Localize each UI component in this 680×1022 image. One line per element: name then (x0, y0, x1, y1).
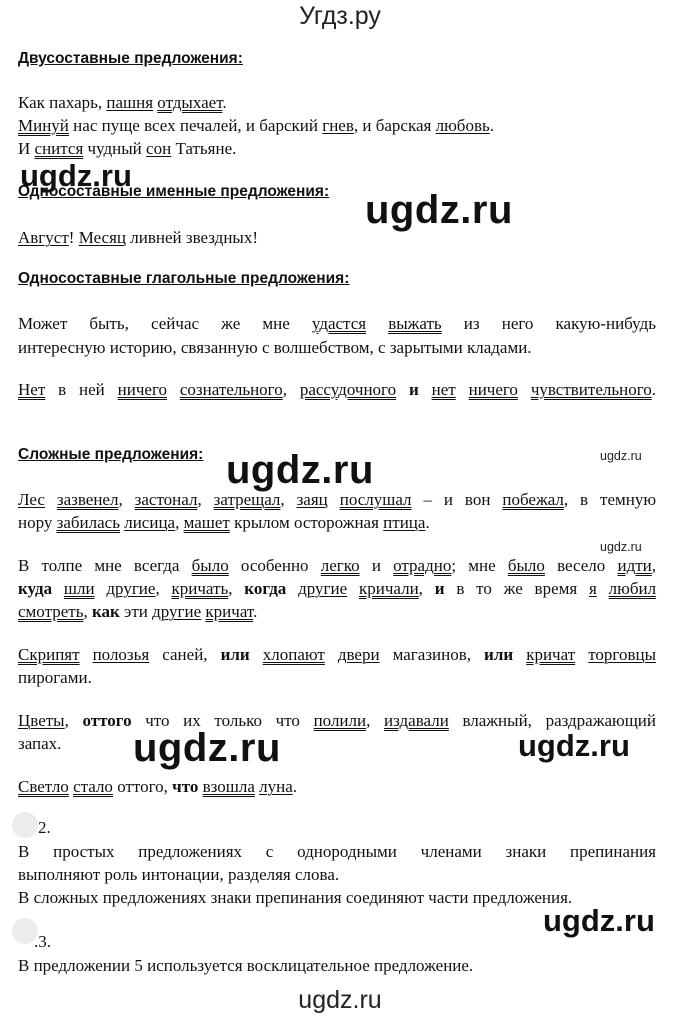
predicate: отдыхает (157, 93, 223, 112)
text (80, 645, 93, 664)
text: В толпе мне всегда (18, 556, 192, 575)
text (52, 579, 64, 598)
answer-3-line-1: В предложении 5 используется восклицательное предложение. (18, 956, 474, 975)
text: ; мне (451, 556, 508, 575)
predicate: рассудочного (299, 380, 397, 399)
conjunction: и (434, 579, 445, 598)
predicate: полили (313, 711, 367, 730)
text: – и вон (411, 490, 503, 509)
subject: лисица (124, 513, 176, 532)
text: . (425, 513, 430, 532)
text: . (222, 93, 227, 112)
text: , (228, 579, 245, 598)
text (250, 645, 263, 664)
text: саней, (149, 645, 221, 664)
predicate: было (191, 556, 229, 575)
text: эти (119, 602, 153, 621)
text: что их только что (131, 711, 314, 730)
subject: я (589, 579, 597, 598)
text (366, 314, 388, 333)
text (419, 380, 432, 399)
text (518, 380, 531, 399)
watermark: ugdz.ru (543, 903, 655, 938)
text: . (651, 380, 656, 399)
text: весело (544, 556, 618, 575)
text: Может быть, сейчас же мне (18, 314, 312, 333)
predicate: любил (608, 579, 657, 598)
conjunction: как (91, 602, 120, 621)
predicate: застонал (134, 490, 198, 509)
subject: Цветы (18, 711, 65, 730)
subject: другие (152, 602, 202, 621)
text: особенно (228, 556, 321, 575)
predicate: идти (617, 556, 652, 575)
subject: другие (106, 579, 156, 598)
sentence-7-line-1 (18, 488, 656, 512)
text: , в темную (563, 490, 657, 509)
predicate: кричали (358, 579, 419, 598)
text: , (418, 579, 435, 598)
predicate: Минуй (18, 116, 69, 135)
predicate: кричат (526, 645, 576, 664)
predicate: сознательного (179, 380, 283, 399)
text (513, 645, 526, 664)
text: Как пахарь, (18, 93, 107, 112)
predicate: нет (431, 380, 456, 399)
site-footer: ugdz.ru (298, 986, 382, 1014)
sentence-8-line-2 (18, 577, 656, 601)
sentence-11 (18, 776, 297, 798)
sentence-6 (18, 378, 656, 402)
predicate: стало (73, 777, 113, 796)
text: И (18, 139, 35, 158)
text: влажный, раздражающий (448, 711, 656, 730)
sentence-7-line-2 (18, 512, 430, 534)
text: . (489, 116, 494, 135)
text: , (118, 490, 135, 509)
predicate: издавали (384, 711, 449, 730)
text (396, 380, 409, 399)
sentence-5-line-1 (18, 312, 656, 336)
text: оттого, (112, 777, 173, 796)
predicate: смотреть (18, 602, 84, 621)
predicate: ничего (117, 380, 168, 399)
subject: полозья (92, 645, 150, 664)
text: , (651, 556, 656, 575)
sentence-3 (18, 138, 236, 160)
answer-2-line-2: выполняют роль интонации, разделяя слова. (18, 865, 340, 884)
text (575, 645, 588, 664)
sentence-10-line-2: запах. (18, 734, 62, 753)
predicate: взошла (202, 777, 255, 796)
text: , (64, 711, 83, 730)
predicate: легко (320, 556, 360, 575)
subject: Август (18, 228, 69, 247)
predicate: удастся (311, 314, 367, 333)
predicate: чувствительного (530, 380, 652, 399)
heading-one-part-nominal-sentences: Односоставные именные предложения: (18, 183, 330, 200)
answer-number-3: .3. (34, 932, 51, 951)
text: крылом осторожная (229, 513, 384, 532)
conjunction: куда (18, 579, 53, 598)
watermark: ugdz.ru (226, 448, 374, 492)
sentence-2 (18, 115, 494, 137)
text: , и барская (353, 116, 436, 135)
site-title: Угдз.ру (299, 2, 381, 30)
scan-spot (12, 812, 38, 838)
text: в ней (45, 380, 118, 399)
predicate: шли (63, 579, 95, 598)
text (597, 579, 609, 598)
predicate: кричат (205, 602, 254, 621)
watermark-small: ugdz.ru (600, 449, 642, 463)
subject: заяц (296, 490, 328, 509)
text: , (366, 711, 385, 730)
text: нас пуще всех печалей, и барский (68, 116, 323, 135)
predicate: хлопают (262, 645, 325, 664)
text: нору (18, 513, 57, 532)
predicate: Нет (18, 380, 46, 399)
text: Татьяне. (171, 139, 237, 158)
text (328, 490, 340, 509)
conjunction: оттого (82, 711, 132, 730)
subject: гнев (322, 116, 354, 135)
watermark-small: ugdz.ru (600, 540, 642, 554)
text (456, 380, 469, 399)
subject: птица (383, 513, 426, 532)
predicate: побежал (502, 490, 564, 509)
predicate: было (507, 556, 545, 575)
predicate: ничего (468, 380, 518, 399)
predicate: выжать (388, 314, 442, 333)
sentence-9-line-2: пирогами. (18, 668, 92, 687)
subject: двери (337, 645, 380, 664)
text: ливней звездных! (126, 228, 258, 247)
conjunction: что (172, 777, 199, 796)
text (325, 645, 338, 664)
predicate: Скрипят (18, 645, 80, 664)
heading-complex-sentences: Сложные предложения: (18, 446, 204, 463)
predicate: снится (34, 139, 84, 158)
subject: Месяц (78, 228, 127, 247)
sentence-4 (18, 227, 258, 249)
watermark: ugdz.ru (133, 726, 281, 770)
subject: Лес (18, 490, 45, 509)
watermark: ugdz.ru (365, 188, 513, 232)
text (45, 490, 57, 509)
predicate: зазвенел (56, 490, 119, 509)
text: ! (68, 228, 79, 247)
subject: торговцы (588, 645, 656, 664)
text: , (282, 380, 300, 399)
conjunction: или (220, 645, 250, 664)
sentence-8-line-3 (18, 601, 257, 623)
predicate: затрещал (213, 490, 281, 509)
sentence-9-line-1 (18, 643, 656, 667)
answer-number-2: 2. (38, 818, 51, 837)
text (347, 579, 359, 598)
watermark: ugdz.ru (518, 728, 630, 763)
text: чудный (83, 139, 147, 158)
predicate: послушал (339, 490, 412, 509)
text: , (197, 490, 214, 509)
conjunction: или (484, 645, 514, 664)
predicate: машет (183, 513, 230, 532)
predicate: кричать (171, 579, 229, 598)
conjunction: и (408, 380, 419, 399)
text: магазинов, (379, 645, 485, 664)
subject: любовь (435, 116, 490, 135)
text (95, 579, 107, 598)
heading-one-part-verbal-sentences: Односоставные глагольные предложения: (18, 270, 350, 287)
text: в то же время (444, 579, 589, 598)
text: , (83, 602, 92, 621)
predicate: Светло (18, 777, 69, 796)
heading-two-part-sentences: Двусоставные предложения: (18, 50, 243, 67)
watermark: ugdz.ru (20, 158, 132, 193)
sentence-8-line-1 (18, 554, 656, 578)
text: . (253, 602, 258, 621)
predicate: отрадно (393, 556, 452, 575)
text: и (359, 556, 394, 575)
text: . (292, 777, 298, 796)
text (167, 380, 180, 399)
text: , (175, 513, 184, 532)
conjunction: когда (244, 579, 287, 598)
text (286, 579, 298, 598)
sentence-1 (18, 92, 227, 114)
text: , (155, 579, 172, 598)
subject: другие (298, 579, 348, 598)
predicate: забилась (56, 513, 120, 532)
text: из него какую-нибудь (441, 314, 656, 333)
answer-2-line-3: В сложных предложениях знаки препинания соединяют части предложения. (18, 888, 573, 907)
subject: сон (146, 139, 172, 158)
subject: пашня (106, 93, 154, 112)
subject: луна (259, 777, 293, 796)
text: , (280, 490, 297, 509)
answer-2-line-1: В простых предложениях с однородными членами знаки препинания (18, 842, 656, 861)
sentence-5-line-2: интересную историю, связанную с волшебством, с зарытыми кладами. (18, 338, 532, 357)
